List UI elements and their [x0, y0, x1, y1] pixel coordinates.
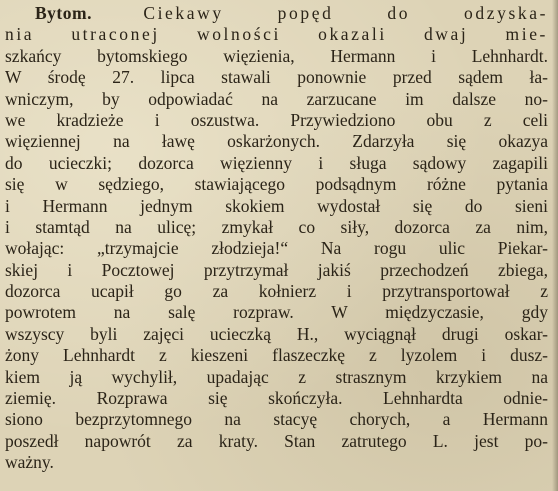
article-line: Ciekawy popęd do odzyska- — [143, 3, 548, 23]
article-line: i Hermann jednym skokiem wydostał się do sieni — [5, 195, 548, 216]
article-line: skiej i Pocztowej przytrzymał jakiś przechodzeń zbiega, — [5, 259, 548, 280]
article-line: nia utraconej wolności okazali dwaj mie- — [5, 24, 548, 45]
article-line: wszyscy byli zajęci ucieczką H., wyciągnął drugi oskar- — [5, 323, 548, 344]
article-line: więziennej na ławę oskarżonych. Zdarzyła się okazya — [5, 131, 548, 152]
article-line: do ucieczki; dozorca więzienny i sługa sądowy zagapili — [5, 152, 548, 173]
article-line: żony Lehnhardt z kieszeni flaszeczkę z lyzolem i dusz- — [5, 345, 548, 366]
article-line: wołając: „trzymajcie złodzieja!“ Na rogu ulic Piekar- — [5, 238, 548, 259]
article-line: się w sędziego, stawiającego podsądnym różne pytania — [5, 174, 548, 195]
article-place-name: Bytom. — [35, 3, 92, 23]
article-line: szkańcy bytomskiego więzienia, Hermann i Lehnhardt. — [5, 45, 548, 66]
article-line: W środę 27. lipca stawali ponownie przed sądem ła- — [5, 67, 548, 88]
article-line: i stamtąd na ulicę; zmykał co siły, dozorca za nim, — [5, 216, 548, 237]
article-line: siono bezprzytomnego na stacyę chorych, a Hermann — [5, 409, 548, 430]
article-last-line: ważny. — [5, 452, 54, 473]
article-line: we kradzieże i oszustwa. Przywiedziono obu z celi — [5, 109, 548, 130]
article-line: ziemię. Rozprawa się skończyła. Lehnhardta odnie- — [5, 388, 548, 409]
article-line: wniczym, by odpowiadać na zarzucane im dalsze no- — [5, 88, 548, 109]
article-line: powrotem na salę rozpraw. W międzyczasie, gdy — [5, 302, 548, 323]
article-line: dozorca ucapił go za kołnierz i przytransportował z — [5, 281, 548, 302]
article-line: poszedł napowrót za kraty. Stan zatrutego L. jest po- — [5, 430, 548, 451]
article-line: kiem ją wychylił, upadając z strasznym krzykiem na — [5, 366, 548, 387]
page-edge-shadow — [552, 0, 558, 491]
article-first-line — [5, 3, 548, 24]
article-column — [5, 3, 548, 474]
